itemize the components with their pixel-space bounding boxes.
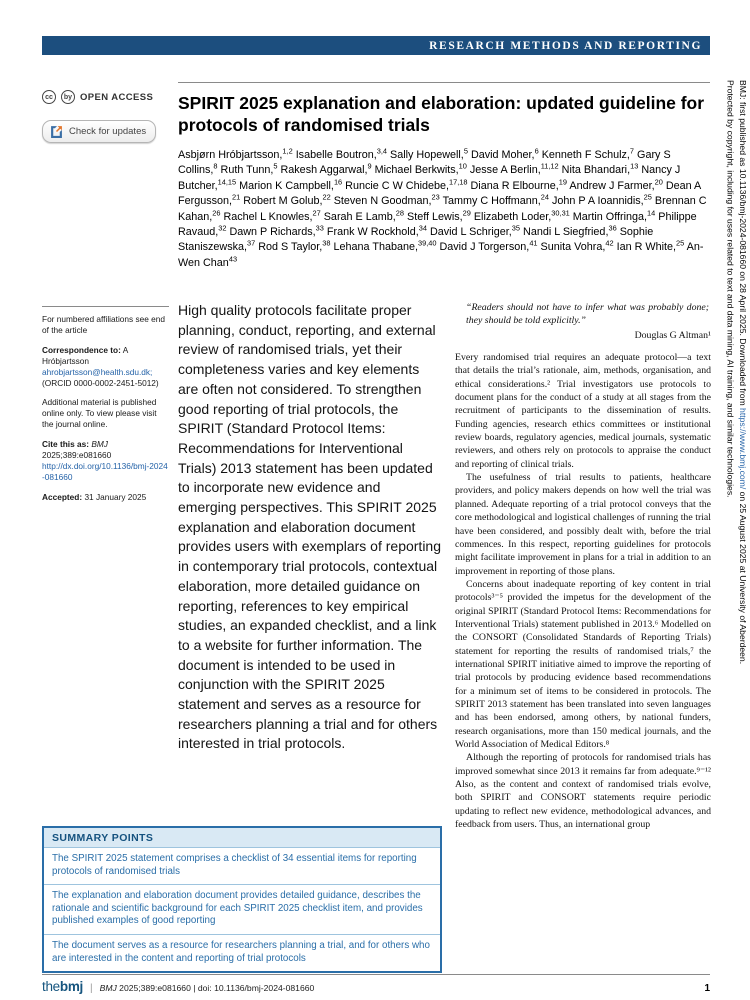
author-name: Sophie Staniszewska, bbox=[178, 226, 654, 254]
author-name: Sarah E Lamb, bbox=[323, 210, 396, 223]
article-title: SPIRIT 2025 explanation and elaboration: updated guideline for protocols of randomised trials bbox=[178, 93, 705, 135]
bmj-url-link[interactable]: https://www.bmj.com/ bbox=[738, 408, 748, 490]
crossmark-icon bbox=[50, 125, 63, 138]
author-name: Dean A Fergusson, bbox=[178, 179, 701, 208]
open-access-row bbox=[42, 90, 172, 104]
author-name: Runcie C W Chidebe, bbox=[345, 179, 449, 192]
author-affiliation: 23 bbox=[431, 192, 440, 202]
body-paragraph: Concerns about inadequate reporting of key content in trial protocols³⁻⁵ provided the impetus for the development of the original SPIRIT (Standard Protocol Items: Recommendations for Interventional Trials) statement published in 2013.⁶ Modelled on the CONSORT (Consolidated Standards of Reporting Trials) statement for reporting the results of randomised trials,⁷ the international SPIRIT initiative aimed to improve the reporting of trial protocols by producing evidence based recommendations for a minimum set of items to be considered in protocols. The SPIRIT 2013 statement has been translated into seven languages and has been endorsed, among others, by national funders, research organisations, more than 150 medical journals, and the World Association of Medical Editors.⁸ bbox=[455, 578, 711, 750]
cite-journal: BMJ bbox=[91, 439, 108, 450]
article-body bbox=[455, 301, 711, 831]
author-name: David J Torgerson, bbox=[439, 241, 530, 254]
author-affiliation: 13 bbox=[630, 161, 639, 171]
author-name: Lehana Thabane, bbox=[333, 241, 418, 254]
correspondence-block bbox=[42, 345, 169, 389]
body-paragraph: The usefulness of trial results to patients, healthcare providers, and policy makers depends on how well the trial was planned. Adequate reporting of a trial protocol conveys that the core methodological and logistical challenges of running the trial have been considered, and possibly dealt with, before the trial commences. In this respect, reporting guidelines for protocols might facilitate improvement in plans for a trial in addition to an improvement in reporting of those plans. bbox=[455, 472, 711, 577]
author-affiliation: 21 bbox=[232, 192, 241, 202]
author-affiliation: 11,12 bbox=[540, 161, 559, 171]
author-name: Dawn P Richards, bbox=[229, 226, 316, 239]
author-affiliation: 37 bbox=[247, 238, 256, 248]
author-affiliation: 3,4 bbox=[376, 146, 387, 156]
page-footer bbox=[42, 974, 710, 994]
correspondence-name: A Hróbjartsson bbox=[42, 344, 128, 366]
summary-points-box bbox=[42, 826, 442, 973]
author-affiliation: 22 bbox=[322, 192, 331, 202]
author-name: Michael Berkwits, bbox=[374, 164, 459, 177]
abstract-text: High quality protocols facilitate proper planning, conduct, reporting, and external review of randomised trials, yet their completeness varies and key elements are often not considered. To strengthen good reporting of trial protocols, the SPIRIT (Standard Protocol Items: Recommendations for Interventional Trials) 2013 statement has been updated to incorporate new evidence and emerging perspectives. This SPIRIT 2025 explanation and elaboration document provides users with exemplars of reporting in contemporary trial protocols, contextual elaboration, more detailed guidance on reporting, references to key empirical studies, an expanded checklist, and a link to a website for further information. The document is intended to be used in conjunction with the SPIRIT 2025 statement and serves as a resource for researchers planning a trial and for others interested in trial protocols. bbox=[178, 302, 442, 752]
author-name: Isabelle Boutron, bbox=[295, 149, 377, 161]
quote-attribution: Douglas G Altman¹ bbox=[634, 329, 711, 341]
author-affiliation: 9 bbox=[367, 161, 372, 171]
author-name: Gary S Collins, bbox=[178, 149, 671, 177]
author-name: Frank W Rockhold, bbox=[326, 226, 419, 239]
summary-points-heading: SUMMARY POINTS bbox=[44, 828, 440, 847]
author-affiliation: 41 bbox=[529, 238, 538, 248]
footer-left bbox=[42, 979, 314, 994]
summary-point: The SPIRIT 2025 statement comprises a checklist of 34 essential items for reporting protocols of randomised trials bbox=[44, 847, 440, 884]
cite-value: 2025;389:e081660 bbox=[42, 450, 112, 461]
author-name: Asbjørn Hróbjartsson, bbox=[178, 149, 283, 161]
author-name: Marion K Campbell, bbox=[239, 179, 334, 192]
article-metadata bbox=[42, 306, 169, 512]
author-affiliation: 17,18 bbox=[449, 177, 468, 187]
bmj-logo-bmj: bmj bbox=[59, 979, 83, 994]
author-name: Brennan C Kahan, bbox=[178, 195, 707, 223]
creative-commons-icon: cc bbox=[42, 90, 56, 104]
author-list bbox=[178, 148, 710, 271]
footer-cite-rest: 2025;389:e081660 | doi: 10.1136/bmj-2024-081660 bbox=[116, 983, 315, 993]
citation-block bbox=[42, 439, 169, 483]
abstract bbox=[178, 301, 442, 754]
author-name: Andrew J Farmer, bbox=[569, 179, 655, 192]
section-banner bbox=[42, 36, 710, 55]
article-header bbox=[178, 82, 710, 271]
author-name: Elizabeth Loder, bbox=[473, 210, 552, 223]
accepted-block bbox=[42, 492, 169, 503]
author-affiliation: 26 bbox=[212, 208, 221, 218]
correspondence-orcid: (ORCID 0000-0002-2451-5012) bbox=[42, 377, 159, 388]
author-affiliation: 16 bbox=[333, 177, 343, 187]
author-name: Rod S Taylor, bbox=[258, 241, 323, 254]
author-affiliation: 28 bbox=[395, 208, 404, 218]
affiliations-note bbox=[42, 314, 169, 336]
check-for-updates-label: Check for updates bbox=[69, 126, 147, 137]
author-affiliation: 1,2 bbox=[282, 146, 293, 156]
author-affiliation: 14 bbox=[647, 208, 656, 218]
copyright-sidebar bbox=[719, 80, 749, 960]
author-name: Steff Lewis, bbox=[407, 210, 463, 223]
bmj-logo-the: the bbox=[42, 979, 60, 994]
author-name: Steven N Goodman, bbox=[333, 195, 432, 208]
author-name: David Moher, bbox=[470, 149, 535, 161]
author-name: Nandi L Siegfried, bbox=[523, 226, 609, 239]
check-for-updates-button[interactable] bbox=[42, 120, 156, 143]
author-name: Robert M Golub, bbox=[243, 195, 323, 208]
author-affiliation: 39,40 bbox=[417, 238, 437, 248]
pull-quote: “Readers should not have to infer what was probably done; they should be told explicitly.” bbox=[466, 302, 709, 327]
summary-point: The document serves as a resource for researchers planning a trial, and for others who are interested in the content and reporting of trial protocols bbox=[44, 934, 440, 971]
copyright-text: BMJ: first published as 10.1136/bmj-2024-081660 on 28 April 2025. Downloaded from bbox=[738, 80, 748, 409]
accepted-date: 31 January 2025 bbox=[84, 491, 147, 502]
author-name: Nancy J Butcher, bbox=[178, 164, 681, 192]
author-affiliation: 6 bbox=[534, 146, 539, 156]
cite-label: Cite this as: bbox=[42, 439, 90, 450]
footer-citation bbox=[100, 983, 315, 993]
author-affiliation: 24 bbox=[540, 192, 550, 202]
accepted-label: Accepted: bbox=[42, 491, 83, 502]
author-affiliation: 7 bbox=[629, 146, 635, 156]
page-number: 1 bbox=[704, 983, 710, 994]
author-affiliation: 25 bbox=[643, 192, 652, 202]
author-name: Tammy C Hoffmann, bbox=[442, 195, 541, 208]
author-affiliation: 42 bbox=[605, 238, 614, 248]
author-affiliation: 5 bbox=[463, 146, 468, 156]
author-name: Kenneth F Schulz, bbox=[541, 149, 630, 161]
body-paragraph: Although the reporting of protocols for randomised trials has improved somewhat since 2013 it remains far from adequate.⁹⁻¹² Also, as the content and context of randomised trials evolve, both SPIRIT and CONSORT statements require periodic updating to reflect new evidence, methodological advances, and feedback from users. Thus, an international group bbox=[455, 752, 711, 831]
summary-point: The explanation and elaboration document provides detailed guidance, describes the rationale and scientific background for each SPIRIT 2025 checklist item, and provides published examples of good reporting bbox=[44, 884, 440, 934]
author-affiliation: 34 bbox=[418, 223, 427, 233]
author-name: An-Wen Chan bbox=[178, 241, 704, 269]
body-paragraph: Every randomised trial requires an adequate protocol—a text that details the trial’s rationale, aim, methods, organisation, and ethical considerations.² Trial investigators use protocols to document plans for the conduct of a study at all stages from the recruitment of participants to the dissemination of results. Funding agencies, research ethics committees or institutional review boards, regulatory agencies, medical journals, systematic reviewers, and others rely on protocols to appraise the conduct and reporting of clinical trials. bbox=[455, 352, 711, 470]
author-affiliation: 8 bbox=[213, 161, 218, 171]
additional-material-note bbox=[42, 397, 169, 430]
access-badges bbox=[42, 90, 172, 143]
footer-cite-journal: BMJ bbox=[99, 983, 117, 993]
additional-material-text: Additional material is published online only. To view please visit the journal online. bbox=[42, 397, 157, 430]
author-affiliation: 25 bbox=[676, 238, 685, 248]
copyright-text: Protected by copyright, including for uses related to text and data mining, AI training, and similar technologies. bbox=[725, 80, 736, 498]
footer-separator: | bbox=[89, 983, 93, 994]
copyright-line-1 bbox=[737, 80, 750, 960]
author-affiliation: 30,31 bbox=[551, 208, 570, 218]
author-affiliation: 14,15 bbox=[217, 177, 237, 187]
summary-points-list bbox=[44, 847, 440, 971]
author-name: Philippe Ravaud, bbox=[178, 210, 697, 239]
author-affiliation: 19 bbox=[558, 177, 567, 187]
copyright-text: on 25 August 2025 at University of Aberdeen. bbox=[738, 489, 748, 665]
author-affiliation: 43 bbox=[228, 254, 238, 264]
correspondence-email-link[interactable]: ahrobjartsson@health.sdu.dk; bbox=[42, 366, 153, 377]
author-name: David L Schriger, bbox=[429, 226, 512, 239]
author-affiliation: 27 bbox=[312, 208, 321, 218]
author-name: Ruth Tunn, bbox=[220, 164, 274, 177]
author-name: Nita Bhandari, bbox=[561, 164, 631, 177]
open-access-label: OPEN ACCESS bbox=[80, 91, 154, 103]
author-name: Sally Hopewell, bbox=[390, 149, 464, 161]
doi-link[interactable]: http://dx.doi.org/10.1136/bmj-2024-081660 bbox=[42, 460, 168, 482]
author-name: John P A Ioannidis, bbox=[552, 195, 644, 208]
author-name: Rakesh Aggarwal, bbox=[280, 164, 368, 177]
author-affiliation: 20 bbox=[654, 177, 663, 187]
cc-by-icon: by bbox=[61, 90, 75, 104]
author-name: Rachel L Knowles, bbox=[223, 210, 313, 223]
author-name: Sunita Vohra, bbox=[540, 241, 606, 254]
author-affiliation: 35 bbox=[511, 223, 521, 233]
author-affiliation: 10 bbox=[458, 161, 467, 171]
author-name: Jesse A Berlin, bbox=[469, 164, 541, 177]
author-name: Diana R Elbourne, bbox=[470, 179, 559, 192]
author-affiliation: 32 bbox=[218, 223, 227, 233]
author-affiliation: 33 bbox=[315, 223, 324, 233]
section-banner-label: RESEARCH METHODS AND REPORTING bbox=[429, 39, 702, 52]
author-affiliation: 5 bbox=[273, 161, 278, 171]
author-affiliation: 36 bbox=[608, 223, 617, 233]
author-name: Martin Offringa, bbox=[572, 210, 648, 223]
author-affiliation: 38 bbox=[322, 238, 331, 248]
author-affiliation: 29 bbox=[462, 208, 471, 218]
affiliations-note-text: For numbered affiliations see end of the article bbox=[42, 314, 165, 335]
copyright-line-2 bbox=[724, 80, 737, 960]
correspondence-label: Correspondence to: bbox=[42, 344, 121, 355]
author-name: Ian R White, bbox=[616, 241, 677, 254]
bmj-logo bbox=[42, 979, 83, 994]
